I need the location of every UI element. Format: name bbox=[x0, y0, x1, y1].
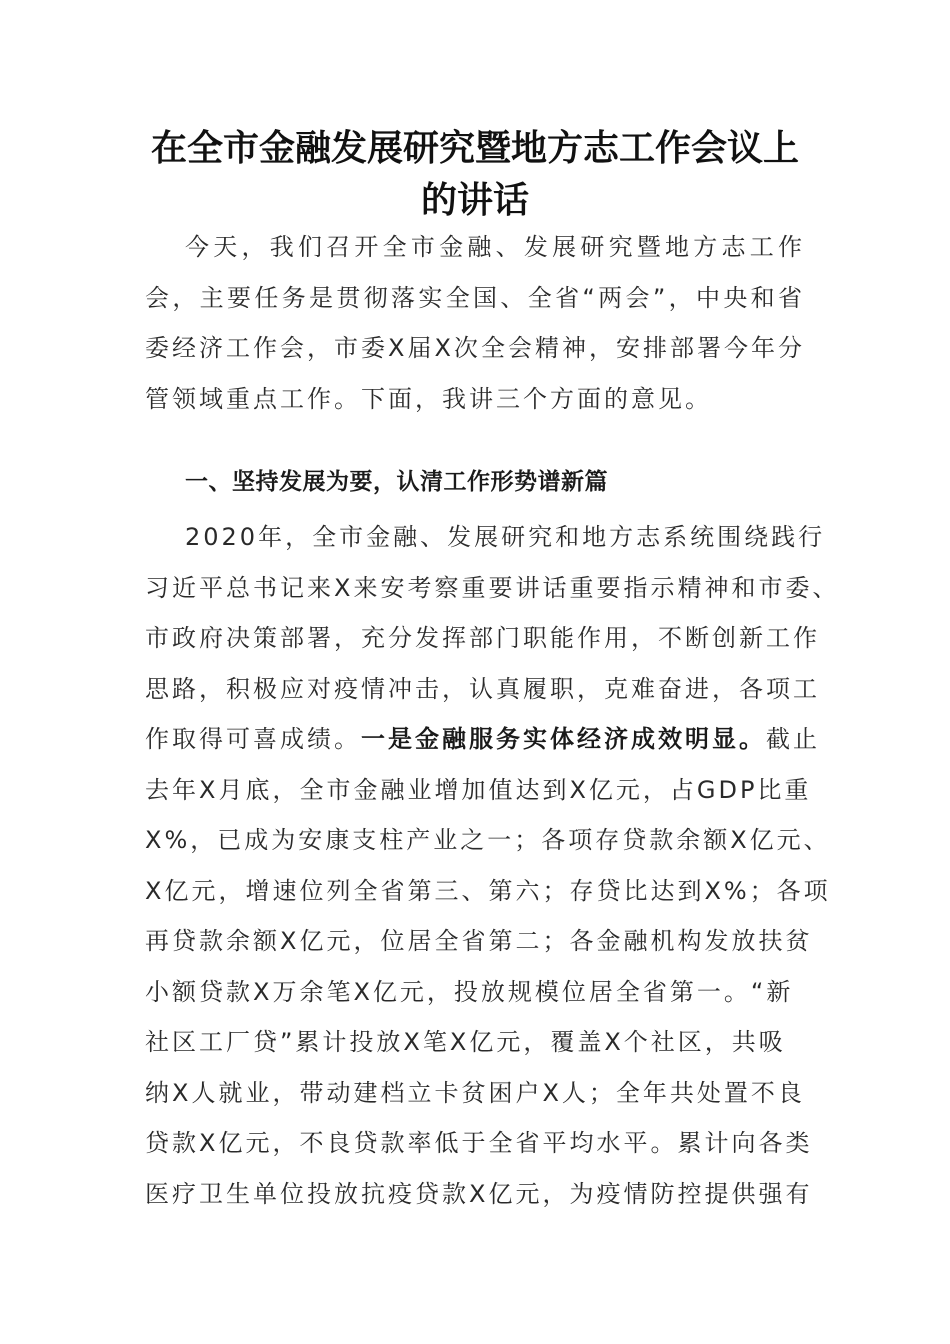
para2-line-5-end: 截止 bbox=[766, 725, 820, 753]
para2-line-11: 社区工厂贷”累计投放X笔X亿元，覆盖X个社区，共吸 bbox=[145, 1028, 786, 1056]
para2-line-2: 习近平总书记来X来安考察重要讲话重要指示精神和市委、 bbox=[145, 573, 840, 602]
para2-line-5-start: 作取得可喜成绩。 bbox=[145, 725, 361, 753]
section-heading: 一、坚持发展为要，认清工作形势谱新篇 bbox=[185, 469, 608, 495]
para2-bold-phrase: 一是金融服务实体经济成效明显。 bbox=[361, 725, 766, 753]
para2-line-5 bbox=[145, 714, 820, 765]
para2-line-10: 小额贷款X万余笔X亿元，投放规模位居全省第一。“新 bbox=[145, 977, 794, 1006]
para2-line-8: X亿元，增速位列全省第三、第六；存贷比达到X%；各项 bbox=[145, 876, 831, 905]
para2-line-9: 再贷款余额X亿元，位居全省第二；各金融机构发放扶贫 bbox=[145, 927, 813, 955]
para2-line-14: 医疗卫生单位投放抗疫贷款X亿元，为疫情防控提供强有 bbox=[145, 1179, 813, 1208]
para2-line-6: 去年X月底，全市金融业增加值达到X亿元，占GDP比重 bbox=[145, 775, 812, 804]
para2-line-7: X%，已成为安康支柱产业之一；各项存贷款余额X亿元、 bbox=[145, 826, 831, 854]
document-title bbox=[145, 122, 805, 226]
para2-line-12: 纳X人就业，带动建档立卡贫困户X人；全年共处置不良 bbox=[145, 1078, 805, 1107]
para2-line-13: 贷款X亿元，不良贷款率低于全省平均水平。累计向各类 bbox=[145, 1129, 813, 1157]
body-paragraph-2 bbox=[145, 512, 840, 1219]
intro-paragraph: 今天，我们召开全市金融、发展研究暨地方志工作会，主要任务是贯彻落实全国、全省“两会”，中央和省委经济工作会，市委X届X次全会精神，安排部署今年分管领域重点工作。下面，我讲三个方面的意见。 bbox=[145, 233, 805, 413]
title-line-1: 在全市金融发展研究暨地方志工作会议上 bbox=[150, 127, 799, 169]
title-line-2: 的讲话 bbox=[420, 179, 529, 221]
para2-line-4: 思路，积极应对疫情冲击，认真履职，克难奋进，各项工 bbox=[145, 674, 820, 703]
para2-line-3: 市政府决策部署，充分发挥部门职能作用，不断创新工作 bbox=[145, 624, 820, 652]
para2-line-1: 2020年，全市金融、发展研究和地方志系统围绕践行 bbox=[185, 523, 826, 551]
